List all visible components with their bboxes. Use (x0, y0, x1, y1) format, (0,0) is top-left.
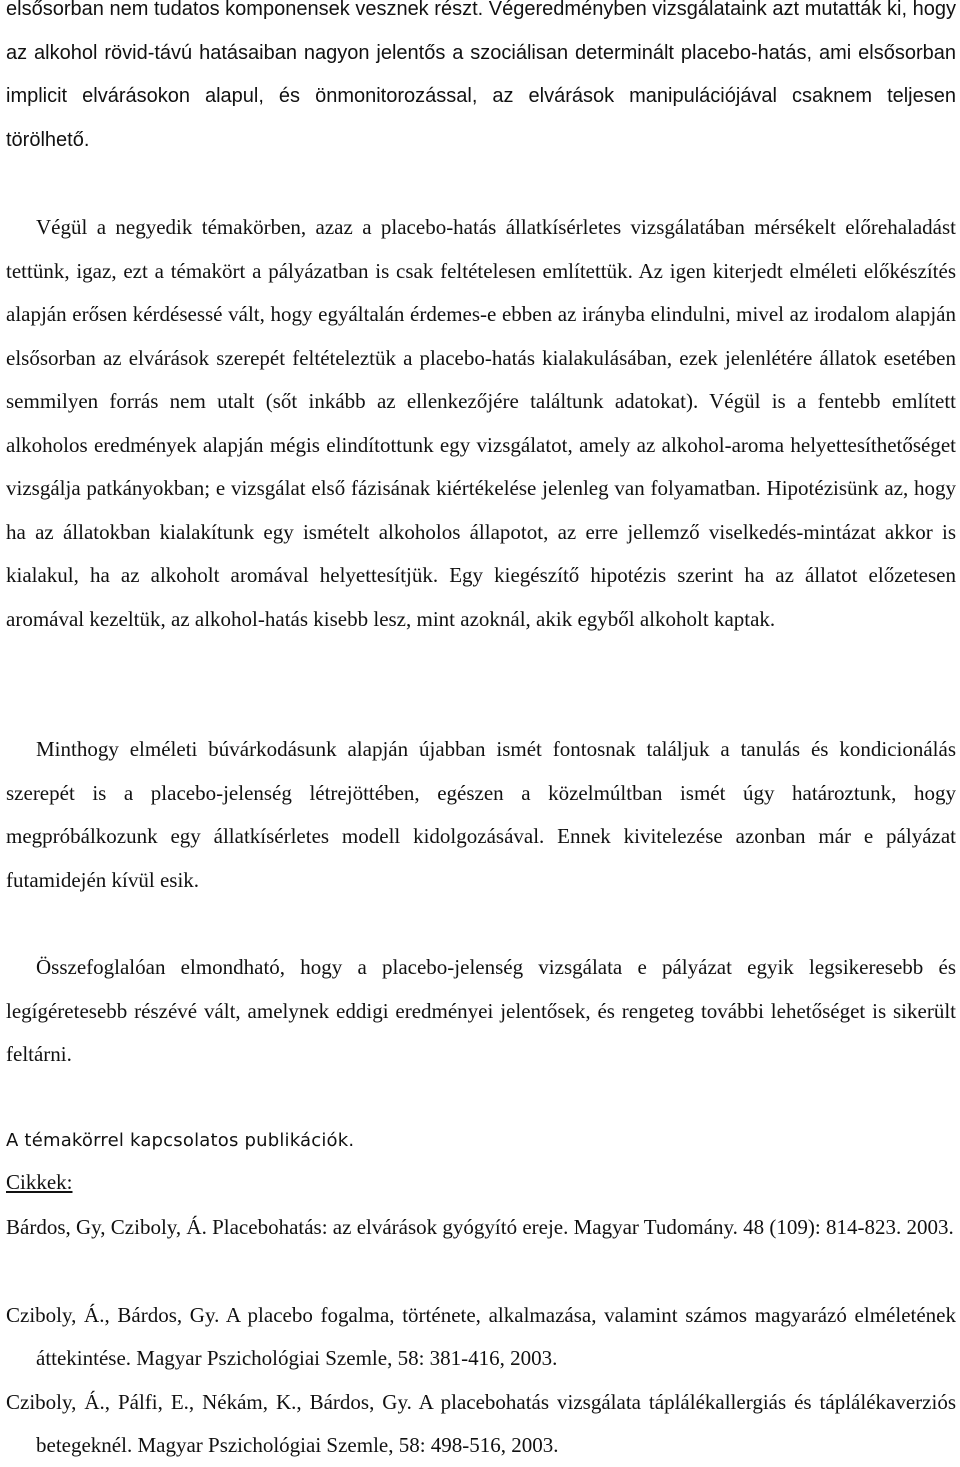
paragraph-continuation: elsősorban nem tudatos komponensek vesznek részt. Végeredményben vizsgálataink azt mutatták ki, hogy az alkohol rövid-távú hatásaiban nagyon jelentős a szociálisan determinált placebo-hatás, ami elsősorban implicit elvárásokon alapul, és önmonitorozással, az elvárások manipulációjával csaknem teljesen törölhető. (6, 0, 956, 151)
reference-item: Bárdos, Gy, Cziboly, Á. Placebohatás: az elvárások gyógyító ereje. Magyar Tudomány. 48 (109): 814-823. 2003. (6, 1215, 954, 1239)
reference-item: Cziboly, Á., Bárdos, Gy. A placebo fogalma, története, alkalmazása, valamint számos magyarázó elméletének áttekintése. Magyar Pszichológiai Szemle, 58: 381-416, 2003. (6, 1303, 956, 1370)
articles-label: Cikkek: (6, 1170, 73, 1194)
publications-heading: A témakörrel kapcsolatos publikációk. (6, 1130, 355, 1151)
paragraph-animal-studies: Végül a negyedik témakörben, azaz a placebo-hatás állatkísérletes vizsgálatában mérsékelt előrehaladást tettünk, igaz, ezt a témakört a pályázatban is csak feltételesen említettük. Az igen kiterjedt elméleti előkészítés alapján erősen kérdésessé vált, hogy egyáltalán érdemes-e ebben az irányba elindulni, mivel az irodalom alapján elsősorban az elvárások szerepét feltételeztük a placebo-hatás kialakulásában, ezek jelenlétére állatok esetében semmilyen forrás nem utalt (sőt inkább az ellenkezőjére találtunk adatokat). Végül is a fentebb említett alkoholos eredmények alapján mégis elindítottunk egy vizsgálatot, amely az alkohol-aroma helyettesíthetőséget vizsgálja patkányokban; e vizsgálat első fázisának kiértékelése jelenleg van folyamatban. Hipotézisünk az, hogy ha az állatokban kialakítunk egy ismételt alkoholos állapotot, az erre jellemző viselkedés-mintázat akkor is kialakul, ha az alkoholt aromával helyettesítjük. Egy kiegészítő hipotézis szerint ha az állatot előzetesen aromával kezeltük, az alkohol-hatás kisebb lesz, mint azoknál, akik egyből alkoholt kaptak. (6, 215, 956, 631)
reference-item: Cziboly, Á., Pálfi, E., Nékám, K., Bárdos, Gy. A placebohatás vizsgálata táplálékallergiás és táplálékaverziós betegeknél. Magyar Pszichológiai Szemle, 58: 498-516, 2003. (6, 1390, 956, 1457)
paragraph-summary: Összefoglalóan elmondható, hogy a placebo-jelenség vizsgálata e pályázat egyik legsikeresebb és legígéretesebb részévé vált, amelynek eddigi eredményei jelentősek, és rengeteg további lehetőséget is sikerült feltárni. (6, 955, 956, 1066)
paragraph-conditioning: Minthogy elméleti búvárkodásunk alapján újabban ismét fontosnak találjuk a tanulás és kondicionálás szerepét is a placebo-jelenség létrejöttében, egészen a közelmúltban ismét úgy határoztunk, hogy megpróbálkozunk egy állatkísérletes modell kidolgozásával. Ennek kivitelezése azonban már e pályázat futamidején kívül esik. (6, 737, 956, 892)
